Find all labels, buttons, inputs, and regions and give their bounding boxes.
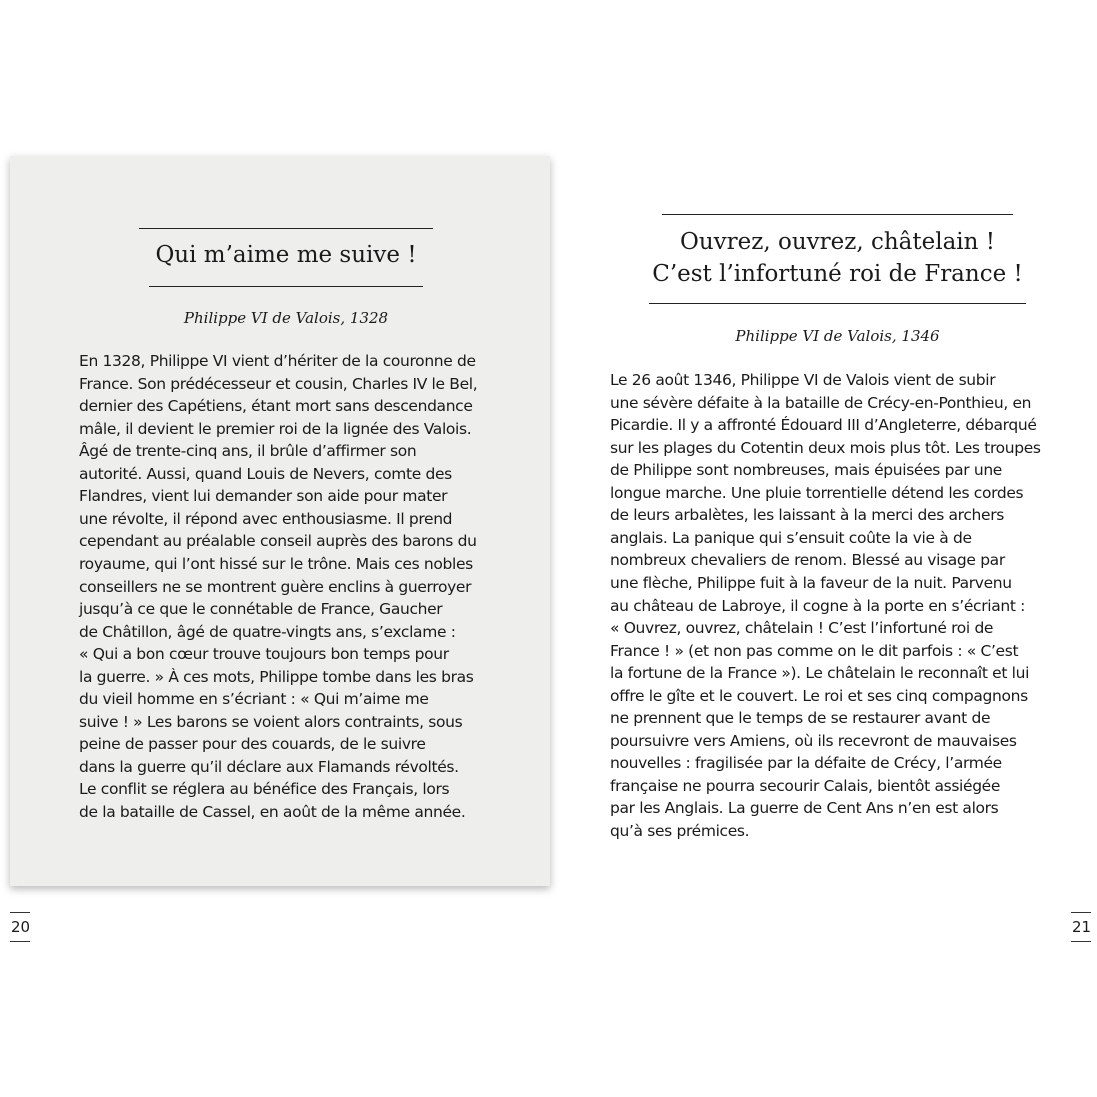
left-body-line: En 1328, Philippe VI vient d’hériter de la couronne de <box>79 352 476 370</box>
right-page-title-line-2: C’est l’infortuné roi de France ! <box>652 261 1023 287</box>
left-body-line: de Châtillon, âgé de quatre-vingts ans, s’exclame : <box>79 622 456 641</box>
left-body-line: Le conflit se réglera au bénéfice des Français, lors <box>79 780 450 799</box>
right-title-bottom-rule <box>649 303 1026 304</box>
right-body-line: française ne pourra secourir Calais, bientôt assiégée <box>610 776 1001 795</box>
left-body-line: de la bataille de Cassel, en août de la même année. <box>79 803 466 821</box>
left-title-top-rule <box>139 228 433 229</box>
left-body-line: cependant au préalable conseil auprès des barons du <box>79 532 477 551</box>
left-body-line: royaume, qui l’ont hissé sur le trône. Mais ces nobles <box>79 554 473 573</box>
left-body-line: suive ! » Les barons se voient alors contraints, sous <box>79 712 463 731</box>
right-page-number-bottom-rule <box>1071 941 1091 942</box>
right-body-line: sur les plages du Cotentin deux mois plus tôt. Les troupes <box>610 438 1041 457</box>
right-body-line: nouvelles : fragilisée par la défaite de Crécy, l’armée <box>610 754 1002 773</box>
left-body-line: France. Son prédécesseur et cousin, Charles IV le Bel, <box>79 374 478 393</box>
right-body-line: ne prennent que le temps de se restaurer avant de <box>610 709 991 728</box>
right-body-line: de Philippe sont nombreuses, mais épuisées par une <box>610 461 1002 480</box>
right-body-line: la fortune de la France »). Le châtelain le reconnaît et lui <box>610 664 1030 683</box>
left-page-number: 20 <box>11 918 31 936</box>
left-body-line: dernier des Capétiens, étant mort sans descendance <box>79 397 473 416</box>
left-body-line: du vieil homme en s’écriant : « Qui m’aime me <box>79 690 429 709</box>
right-page-number-top-rule <box>1071 912 1091 913</box>
left-page-number-bottom-rule <box>10 941 30 942</box>
right-body-line: une flèche, Philippe fuit à la faveur de la nuit. Parvenu <box>610 573 1012 592</box>
left-title-bottom-rule <box>149 286 423 287</box>
right-body-line: Picardie. Il y a affronté Édouard III d’Angleterre, débarqué <box>610 416 1037 435</box>
left-body-line: conseillers ne se montrent guère enclins à guerroyer <box>79 577 472 596</box>
left-body-line: peine de passer pour des couards, de le suivre <box>79 735 426 754</box>
right-body-line: de leurs arbalètes, les laissant à la merci des archers <box>610 506 1004 525</box>
right-attribution: Philippe VI de Valois, 1346 <box>735 327 940 345</box>
right-body-line: au château de Labroye, il cogne à la porte en s’écriant : <box>610 596 1025 615</box>
left-page-number-top-rule <box>10 912 30 913</box>
right-body-line: une sévère défaite à la bataille de Crécy-en-Ponthieu, en <box>610 393 1032 412</box>
right-title-top-rule <box>662 214 1013 215</box>
right-body-line: anglais. La panique qui s’ensuit coûte la vie à de <box>610 528 972 547</box>
right-body-line: poursuivre vers Amiens, où ils recevront de mauvaises <box>610 731 1017 750</box>
right-body-line: par les Anglais. La guerre de Cent Ans n’en est alors <box>610 799 999 818</box>
left-body-line: « Qui a bon cœur trouve toujours bon temps pour <box>79 645 449 664</box>
left-body-line: mâle, il devient le premier roi de la lignée des Valois. <box>79 419 472 438</box>
left-body-line: autorité. Aussi, quand Louis de Nevers, comte des <box>79 464 452 483</box>
right-body-line: nombreux chevaliers de renom. Blessé au visage par <box>610 551 1005 570</box>
left-body-line: une révolte, il répond avec enthousiasme. Il prend <box>79 509 453 528</box>
right-page-number: 21 <box>1072 918 1092 936</box>
left-body-line: Âgé de trente-cinq ans, il brûle d’affirmer son <box>79 442 417 461</box>
right-body-line: longue marche. Une pluie torrentielle détend les cordes <box>610 483 1024 502</box>
right-body-line: qu’à ses prémices. <box>610 822 750 840</box>
left-body-line: Flandres, vient lui demander son aide pour mater <box>79 487 448 506</box>
left-body-line: dans la guerre qu’il déclare aux Flamands révoltés. <box>79 757 459 776</box>
right-body-line: « Ouvrez, ouvrez, châtelain ! C’est l’infortuné roi de <box>610 619 994 638</box>
right-body-line: France ! » (et non pas comme on le dit parfois : « C’est <box>610 641 1019 660</box>
left-attribution: Philippe VI de Valois, 1328 <box>183 309 389 327</box>
right-body-line: offre le gîte et le couvert. Le roi et ses cinq compagnons <box>610 686 1028 705</box>
left-page-title: Qui m’aime me suive ! <box>155 242 417 268</box>
right-page-title-line-1: Ouvrez, ouvrez, châtelain ! <box>679 229 996 255</box>
left-body-line: jusqu’à ce que le connétable de France, Gaucher <box>79 600 443 619</box>
left-body-line: la guerre. » À ces mots, Philippe tombe dans les bras <box>79 667 474 686</box>
right-body-line: Le 26 août 1346, Philippe VI de Valois vient de subir <box>610 371 996 389</box>
